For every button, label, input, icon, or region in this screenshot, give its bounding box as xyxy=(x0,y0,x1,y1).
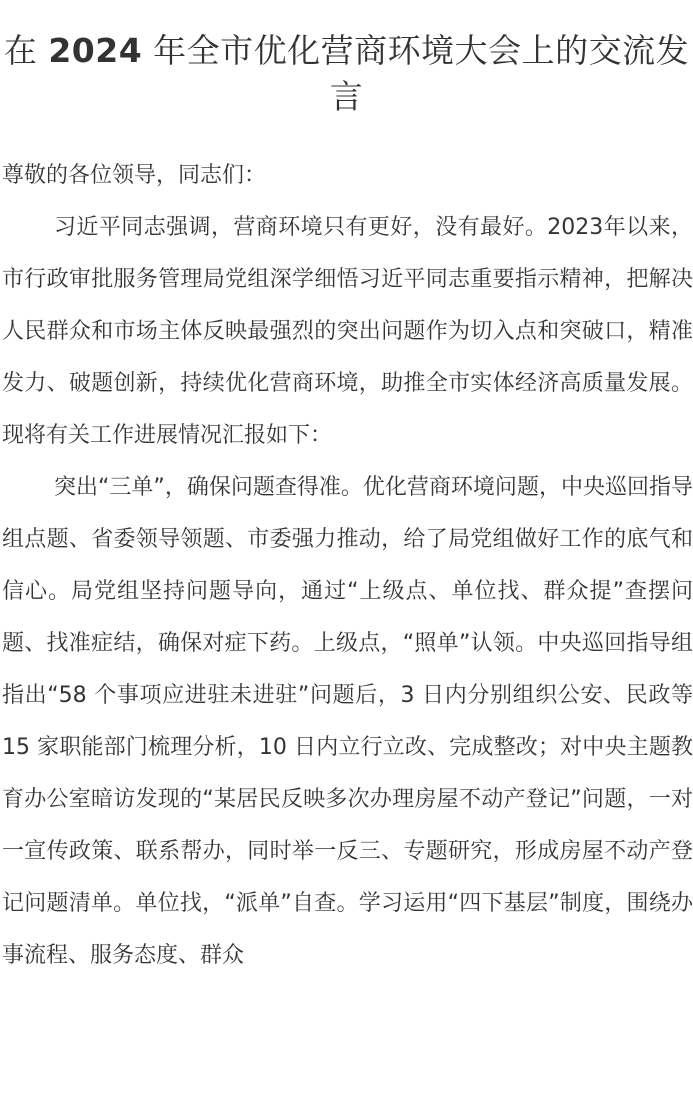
document-title xyxy=(0,0,693,120)
title-prefix: 在 xyxy=(3,31,49,70)
title-suffix: 年全市优化营商环境大会上的交流发言 xyxy=(142,31,690,116)
document-body xyxy=(0,150,693,982)
title-year: 2024 xyxy=(48,31,143,70)
paragraph-three-lists: 突出“三单”，确保问题查得准。优化营商环境问题，中央巡回指导组点题、省委领导领题、市委强力推动，给了局党组做好工作的底气和信心。局党组坚持问题导向，通过“上级点、单位找、群众提”查摆问题、找准症结，确保对症下药。上级点，“照单”认领。中央巡回指导组指出“58 个事项应进驻未进驻”问题后，3 日内分别组织公安、民政等 15 家职能部门梳理分析，10 日内立行立改、完成整改；对中央主题教育办公室暗访发现的“某居民反映多次办理房屋不动产登记”问题，一对一宣传政策、联系帮办，同时举一反三、专题研究，形成房屋不动产登记问题清单。单位找，“派单”自查。学习运用“四下基层”制度，围绕办事流程、服务态度、群众 xyxy=(2,475,693,968)
salutation: 尊敬的各位领导，同志们： xyxy=(2,163,267,188)
paragraph-intro: 习近平同志强调，营商环境只有更好，没有最好。2023年以来，市行政审批服务管理局党组深学细悟习近平同志重要指示精神，把解决人民群众和市场主体反映最强烈的突出问题作为切入点和突破口，精准发力、破题创新，持续优化营商环境，助推全市实体经济高质量发展。现将有关工作进展情况汇报如下： xyxy=(2,215,693,448)
